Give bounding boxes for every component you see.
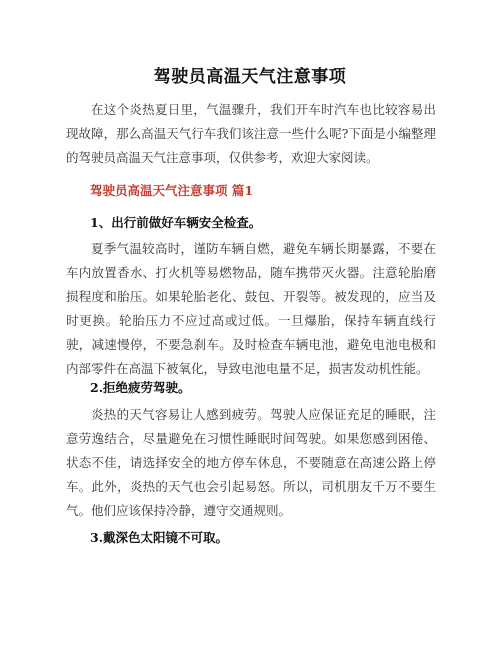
item-1-body: 夏季气温较高时，谨防车辆自燃，避免车辆长期暴露，不要在车内放置香水、打火机等易燃物品，随车携带灭火器。注意轮胎磨损程度和胎压。如果轮胎老化、鼓包、开裂等。被发现的，应当及时更换。轮胎压力不应过高或过低。一旦爆胎，保持车辆直线行驶，减速慢停，不要急刹车。及时检查车辆电池，避免电池电极和内部零件在高温下被氧化，导致电池电量不足，损害发动机性能。 — [66, 241, 436, 376]
section-title: 驾驶员高温天气注意事项 篇1 — [90, 183, 254, 198]
item-2-heading: 2.拒绝疲劳驾驶。 — [90, 380, 191, 395]
item-2-body: 炎热的天气容易让人感到疲劳。驾驶人应保证充足的睡眠，注意劳逸结合，尽量避免在习惯性睡眠时间驾驶。如果您感到困倦、状态不佳，请选择安全的地方停车休息，不要随意在高速公路上停车。此外，炎热的天气也会引起易怒。所以，司机朋友千万不要生气。他们应该保持冷静，遵守交通规则。 — [66, 407, 436, 518]
document-title: 驾驶员高温天气注意事项 — [153, 67, 347, 87]
item-3-heading: 3.戴深色太阳镜不可取。 — [90, 530, 229, 545]
intro-paragraph: 在这个炎热夏日里，气温骤升，我们开车时汽车也比较容易出现故障，那么高温天气行车我们该注意一些什么呢?下面是小编整理的驾驶员高温天气注意事项，仅供参考，欢迎大家阅读。 — [66, 102, 436, 165]
item-1-heading: 1、出行前做好车辆安全检查。 — [90, 215, 262, 230]
